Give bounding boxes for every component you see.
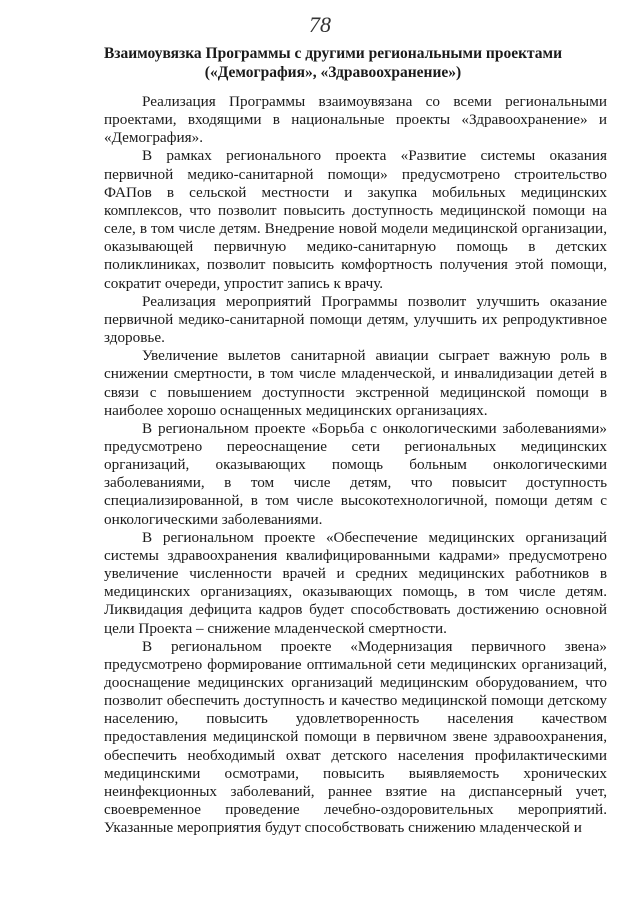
document-body	[104, 93, 607, 837]
page-number: 78	[309, 12, 331, 37]
paragraph-6: В региональном проекте «Обеспечение медицинских организаций системы здравоохранения квалифицированными кадрами» предусмотрено увеличение численности врачей и средних медицинских работников в медицинских организациях, оказывающих помощь, в том числе детям. Ликвидация дефицита кадров будет способствовать достижению основной цели Проекта – снижение младенческой смертности.	[104, 528, 607, 637]
paragraph-4: Увеличение вылетов санитарной авиации сыграет важную роль в снижении смертности, в том числе младенческой, и инвалидизации детей в связи с повышением доступности экстренной медицинской помощи в наиболее хорошо оснащенных медицинских организациях.	[104, 347, 607, 419]
paragraph-1: Реализация Программы взаимоувязана со всеми региональными проектами, входящими в национальные проекты «Здравоохранение» и «Демография».	[104, 93, 607, 147]
title-line-1: Взаимоувязка Программы с другими региональными проектами	[103, 45, 563, 62]
document-title	[60, 44, 606, 82]
title-line-2: («Демография», «Здравоохранение»)	[204, 64, 462, 81]
paragraph-7: В региональном проекте «Модернизация первичного звена» предусмотрено формирование оптимальной сети медицинских организаций, дооснащение медицинских организаций медицинским оборудованием, что позволит обеспечить доступность и качество медицинской помощи детскому населению, повысить удовлетворенность населения качеством предоставления медицинской помощи в первичном звене здравоохранения, обеспечить необходимый охват детского населения профилактическими медицинскими осмотрами, повысить выявляемость хронических неинфекционных заболеваний, раннее взятие на диспансерный учет, своевременное проведение лечебно-оздоровительных мероприятий. Указанные мероприятия будут способствовать снижению младенческой и	[104, 637, 607, 837]
paragraph-5: В региональном проекте «Борьба с онкологическими заболеваниями» предусмотрено переоснащение сети региональных медицинских организаций, оказывающих помощь больным онкологическими заболеваниями, в том числе детям, что повысит доступность специализированной, в том числе высокотехнологичной, помощи детям с онкологическими заболеваниями.	[104, 419, 607, 528]
paragraph-3: Реализация мероприятий Программы позволит улучшить оказание первичной медико-санитарной помощи детям, улучшить их репродуктивное здоровье.	[104, 292, 607, 347]
paragraph-2: В рамках регионального проекта «Развитие системы оказания первичной медико-санитарной помощи» предусмотрено строительство ФАПов в сельской местности и закупка мобильных медицинских комплексов, что позволит повысить доступность медицинской помощи на селе, в том числе детям. Внедрение новой модели медицинской организации, оказывающей первичную медико-санитарную помощь в детских поликлиниках, позволит повысить комфортность получения этой помощи, сократит очереди, упростит запись к врачу.	[104, 147, 607, 292]
